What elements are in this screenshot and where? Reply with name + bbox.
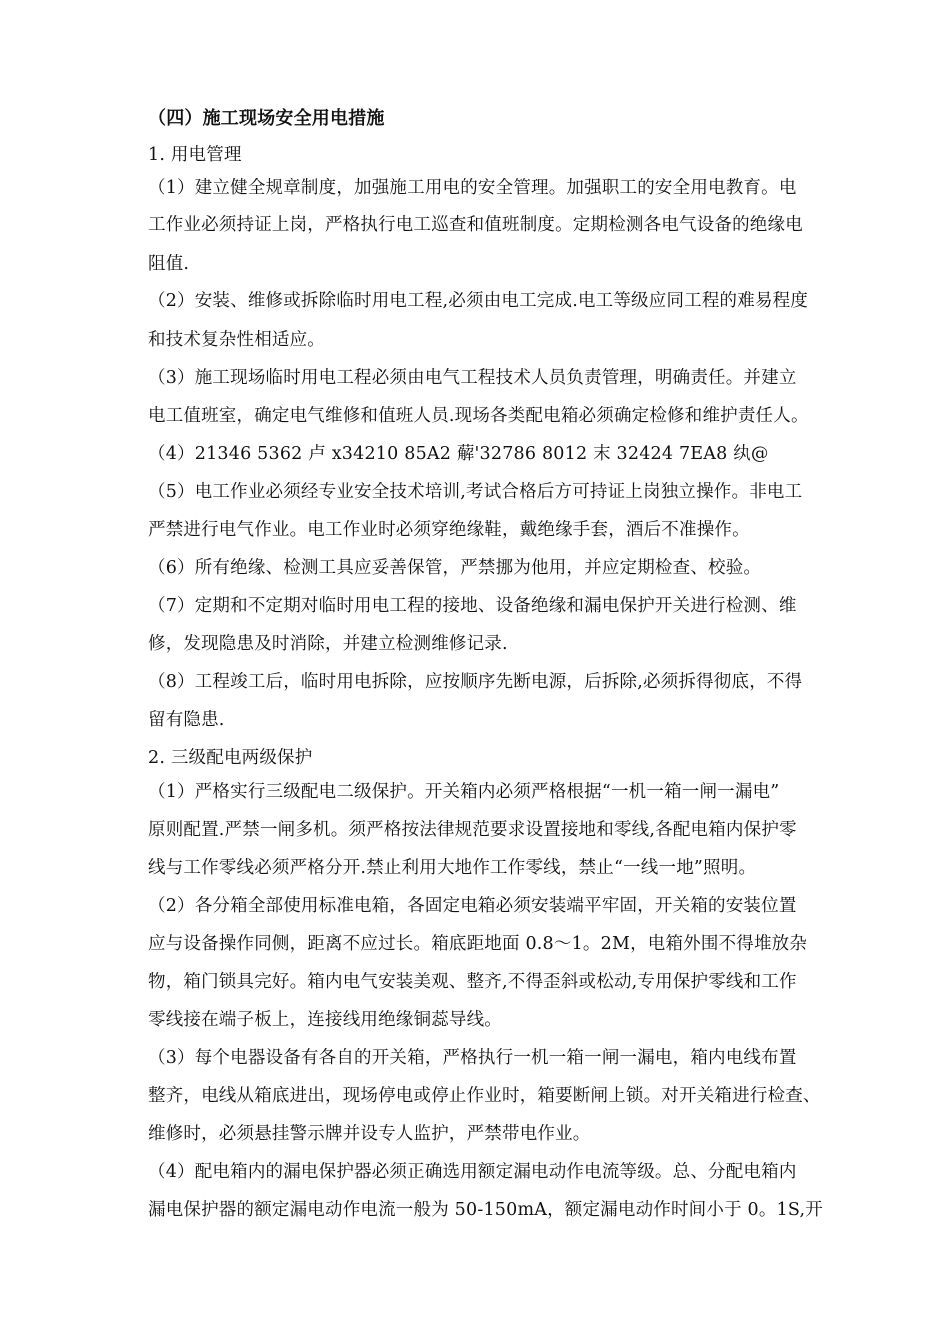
text-line: （2）安装、维修或拆除临时用电工程,必须由电工完成.电工等级应同工程的难易程度	[148, 291, 809, 311]
text-line: （4）配电箱内的漏电保护器必须正确选用额定漏电动作电流等级。总、分配电箱内	[148, 1162, 797, 1182]
text-line: （2）各分箱全部使用标准电箱，各固定电箱必须安装端平牢固，开关箱的安装位置	[148, 896, 797, 916]
text-line: 严禁进行电气作业。电工作业时必须穿绝缘鞋，戴绝缘手套，酒后不准操作。	[148, 520, 750, 540]
text-line: 工作业必须持证上岗，严格执行电工巡查和值班制度。定期检测各电气设备的绝缘电	[148, 215, 803, 235]
text-line: 阻值.	[148, 254, 190, 274]
text-line: （6）所有绝缘、检测工具应妥善保管，严禁挪为他用，并应定期检查、校验。	[148, 558, 762, 578]
text-line: 和技术复杂性相适应。	[148, 330, 325, 350]
text-line: （3）施工现场临时用电工程必须由电气工程技术人员负责管理，明确责任。并建立	[148, 368, 797, 388]
text-line: 修，发现隐患及时消除，并建立检测维修记录.	[148, 634, 508, 654]
text-line: （5）电工作业必须经专业安全技术培训,考试合格后方可持证上岗独立操作。非电工	[148, 482, 803, 502]
text-line: 电工值班室，确定电气维修和值班人员.现场各类配电箱必须确定检修和维护责任人。	[148, 406, 809, 426]
text-line: 应与设备操作同侧，距离不应过长。箱底距地面 0.8～1。2M，电箱外围不得堆放杂	[148, 934, 808, 954]
text-line: 整齐，电线从箱底进出，现场停电或停止作业时，箱要断闸上锁。对开关箱进行检查、	[148, 1086, 821, 1106]
text-line: 漏电保护器的额定漏电动作电流一般为 50-150mA，额定漏电动作时间小于 0。1S,开	[148, 1200, 823, 1220]
section-heading: （四）施工现场安全用电措施	[148, 108, 385, 129]
text-line: 维修时，必须悬挂警示牌并设专人监护，严禁带电作业。	[148, 1124, 591, 1144]
subsection-title-2: 2. 三级配电两级保护	[148, 748, 313, 768]
text-line: 物，箱门锁具完好。箱内电气安装美观、整齐,不得歪斜或松动,专用保护零线和工作	[148, 972, 797, 992]
text-line: 零线接在端子板上，连接线用绝缘铜蕊导线。	[148, 1010, 502, 1030]
text-line: （1）严格实行三级配电二级保护。开关箱内必须严格根据“一机一箱一闸一漏电”	[148, 782, 780, 802]
text-line: 线与工作零线必须严格分开.禁止利用大地作工作零线，禁止“一线一地”照明。	[148, 858, 757, 878]
text-line: （4）21346 5362 卢 x34210 85A2 薢'32786 8012 末 32424 7EA8 纨@	[148, 444, 769, 464]
text-line: 原则配置.严禁一闸多机。须严格按法律规范要求设置接地和零线,各配电箱内保护零	[148, 820, 797, 840]
text-line: （3）每个电器设备有各自的开关箱，严格执行一机一箱一闸一漏电，箱内电线布置	[148, 1048, 797, 1068]
text-line: （7）定期和不定期对临时用电工程的接地、设备绝缘和漏电保护开关进行检测、维	[148, 596, 797, 616]
subsection-title-1: 1. 用电管理	[148, 145, 242, 165]
text-line: 留有隐患.	[148, 710, 225, 730]
text-line: （1）建立健全规章制度，加强施工用电的安全管理。加强职工的安全用电教育。电	[148, 178, 797, 198]
text-line: （8）工程竣工后，临时用电拆除，应按顺序先断电源，后拆除,必须拆得彻底，不得	[148, 672, 803, 692]
